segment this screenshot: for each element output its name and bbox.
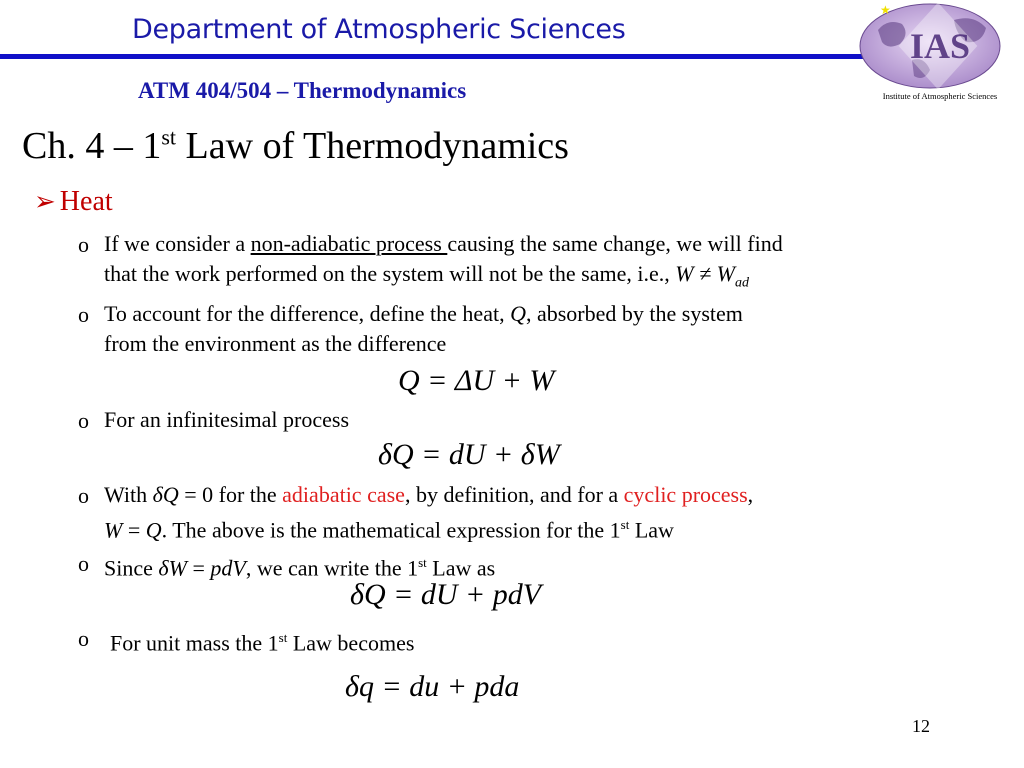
bullet-2-line-2: from the environment as the difference: [104, 331, 447, 356]
section-heading: [34, 186, 113, 218]
bullet-2-line-1: To account for the difference, define the heat, Q, absorbed by the system: [104, 301, 743, 326]
bullet-marker: o: [78, 551, 89, 576]
ias-logo: [858, 0, 1024, 102]
logo-letters: IAS: [909, 26, 971, 66]
bullet-marker: o: [78, 408, 89, 433]
equation-unit-mass: δq = du + pda: [345, 670, 520, 703]
bullet-marker: o: [78, 626, 89, 651]
arrow-bullet-icon: ➢: [34, 187, 56, 216]
department-title: Department of Atmospheric Sciences: [132, 14, 626, 45]
bullet-4-line-1: With δQ = 0 for the adiabatic case, by definition, and for a cyclic process,: [104, 482, 754, 507]
header-rule: [0, 54, 870, 59]
bullet-marker: o: [78, 232, 89, 257]
bullet-3-text: For an infinitesimal process: [104, 407, 350, 432]
bullet-5-text: Since δW = pdV, we can write the 1st Law as: [104, 555, 496, 581]
logo-caption: Institute of Atmospheric Sciences: [882, 91, 998, 101]
bullet-marker: o: [78, 302, 89, 327]
bullet-6-text: For unit mass the 1st Law becomes: [110, 630, 415, 656]
bullet-1-line-2: that the work performed on the system will not be the same, i.e., $W \ne W_{ad}$: [104, 261, 749, 291]
equation-infinitesimal: δQ = dU + δW: [378, 438, 560, 471]
bullet-1-line-1: If we consider a non-adiabatic process causing the same change, we will find: [104, 231, 783, 256]
bullet-4-line-2: W = Q. The above is the mathematical expression for the 1st Law: [104, 517, 674, 543]
page-number: 12: [912, 716, 930, 736]
course-title: ATM 404/504 – Thermodynamics: [138, 78, 467, 103]
slide-title: Ch. 4 – 1st Law of Thermodynamics: [22, 124, 569, 167]
equation-first-law: Q = ΔU + W: [398, 364, 555, 397]
section-heading-label: Heat: [59, 186, 113, 217]
equation-pdv: δQ = dU + pdV: [350, 578, 542, 611]
svg-text:★: ★: [880, 3, 891, 17]
bullet-marker: o: [78, 483, 89, 508]
